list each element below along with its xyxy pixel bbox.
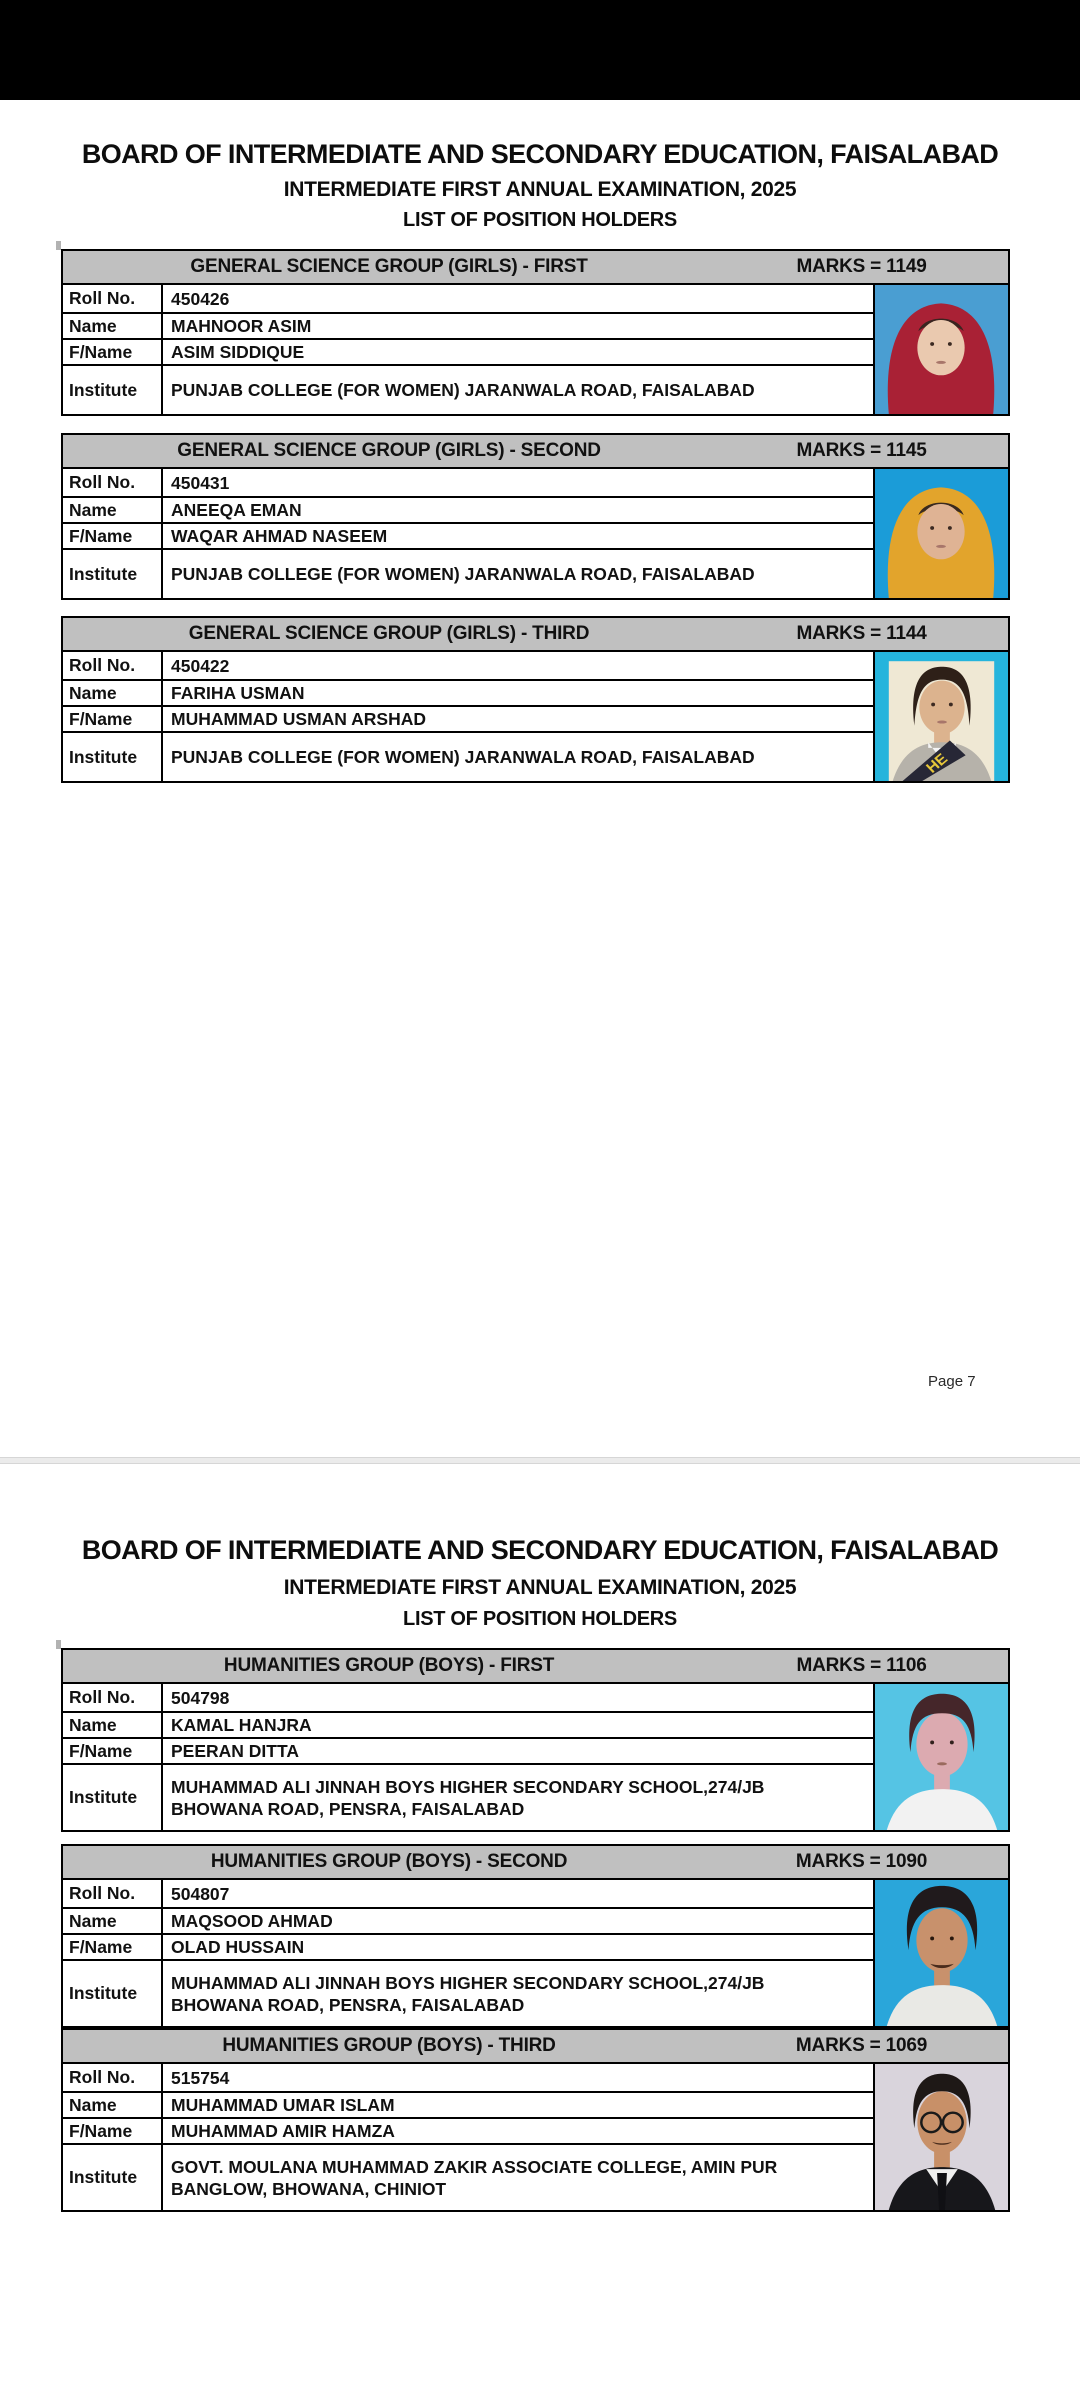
name-value: KAMAL HANJRA <box>171 1715 312 1735</box>
row-label-roll: Roll No. <box>63 285 163 312</box>
page-number: Page 7 <box>928 1373 976 1390</box>
row-label-roll: Roll No. <box>63 652 163 679</box>
board-title: BOARD OF INTERMEDIATE AND SECONDARY EDUCATION, FAISALABAD <box>81 139 999 169</box>
position-table <box>61 1648 1010 1832</box>
row-label-name: Name <box>63 681 163 705</box>
row-label-roll: Roll No. <box>63 1880 163 1907</box>
name-value: ANEEQA EMAN <box>171 500 302 520</box>
table-header <box>63 2030 1008 2064</box>
exam-subtitle: INTERMEDIATE FIRST ANNUAL EXAMINATION, 2025 <box>283 1576 797 1599</box>
roll-no-value: 504807 <box>171 1883 230 1904</box>
name-value: MAHNOOR ASIM <box>171 316 312 336</box>
group-title: GENERAL SCIENCE GROUP (GIRLS) - THIRD <box>188 623 590 644</box>
group-title: GENERAL SCIENCE GROUP (GIRLS) - SECOND <box>177 440 601 461</box>
list-title: LIST OF POSITION HOLDERS <box>403 209 677 231</box>
student-photo <box>873 1880 1008 2026</box>
row-label-roll: Roll No. <box>63 469 163 496</box>
student-photo-boy <box>875 1684 1008 1830</box>
father-name-value: OLAD HUSSAIN <box>171 1937 305 1957</box>
name-value: MUHAMMAD UMAR ISLAM <box>171 2095 395 2115</box>
institute-value: PUNJAB COLLEGE (FOR WOMEN) JARANWALA ROAD, FAISALABAD <box>171 380 755 400</box>
position-table <box>61 616 1010 783</box>
row-label-roll: Roll No. <box>63 2064 163 2091</box>
institute-value: MUHAMMAD ALI JINNAH BOYS HIGHER SECONDARY SCHOOL,274/JB BHOWANA ROAD, PENSRA, FAISALABAD <box>171 1972 765 2015</box>
row-label-fname: F/Name <box>63 340 163 364</box>
father-name-value: MUHAMMAD USMAN ARSHAD <box>171 709 427 729</box>
roll-no-value: 504798 <box>171 1687 230 1708</box>
row-label-roll: Roll No. <box>63 1684 163 1711</box>
row-label-name: Name <box>63 1909 163 1933</box>
father-name-value: ASIM SIDDIQUE <box>171 342 305 362</box>
institute-value: PUNJAB COLLEGE (FOR WOMEN) JARANWALA ROAD, FAISALABAD <box>171 564 755 584</box>
group-title: GENERAL SCIENCE GROUP (GIRLS) - FIRST <box>190 256 588 277</box>
student-photo <box>873 285 1008 414</box>
row-label-institute: Institute <box>63 550 163 598</box>
table-header <box>63 251 1008 285</box>
exam-subtitle: INTERMEDIATE FIRST ANNUAL EXAMINATION, 2025 <box>283 178 797 201</box>
position-table <box>61 2028 1010 2212</box>
marks-label: MARKS = 1149 <box>796 256 927 277</box>
top-black-bar <box>0 0 1080 100</box>
father-name-value: WAQAR AHMAD NASEEM <box>171 526 388 546</box>
position-table <box>61 1844 1010 2028</box>
student-photo-girl-uniform <box>875 652 1008 781</box>
row-label-institute: Institute <box>63 366 163 414</box>
roll-no-value: 450426 <box>171 288 230 309</box>
student-photo <box>873 469 1008 598</box>
group-title: HUMANITIES GROUP (BOYS) - FIRST <box>223 1655 555 1676</box>
row-label-fname: F/Name <box>63 707 163 731</box>
row-label-name: Name <box>63 314 163 338</box>
institute-value: MUHAMMAD ALI JINNAH BOYS HIGHER SECONDARY SCHOOL,274/JB BHOWANA ROAD, PENSRA, FAISALABAD <box>171 1776 765 1819</box>
institute-value: GOVT. MOULANA MUHAMMAD ZAKIR ASSOCIATE COLLEGE, AMIN PUR BANGLOW, BHOWANA, CHINIOT <box>171 2156 778 2199</box>
row-label-institute: Institute <box>63 1961 163 2026</box>
student-photo-boy <box>875 1880 1008 2026</box>
row-label-name: Name <box>63 1713 163 1737</box>
row-label-fname: F/Name <box>63 1935 163 1959</box>
table-header <box>63 435 1008 469</box>
name-value: MAQSOOD AHMAD <box>171 1911 333 1931</box>
roll-no-value: 515754 <box>171 2067 230 2088</box>
row-label-institute: Institute <box>63 733 163 781</box>
group-title: HUMANITIES GROUP (BOYS) - SECOND <box>210 1851 568 1872</box>
board-title: BOARD OF INTERMEDIATE AND SECONDARY EDUCATION, FAISALABAD <box>81 1535 999 1565</box>
marks-label: MARKS = 1069 <box>795 2035 928 2056</box>
marks-label: MARKS = 1106 <box>796 1655 927 1676</box>
name-value: FARIHA USMAN <box>171 683 305 703</box>
row-label-institute: Institute <box>63 2145 163 2210</box>
roll-no-value: 450431 <box>171 472 230 493</box>
row-label-institute: Institute <box>63 1765 163 1830</box>
student-photo <box>873 1684 1008 1830</box>
roll-no-value: 450422 <box>171 655 230 676</box>
student-photo <box>873 2064 1008 2210</box>
row-label-fname: F/Name <box>63 2119 163 2143</box>
institute-value: PUNJAB COLLEGE (FOR WOMEN) JARANWALA ROAD, FAISALABAD <box>171 747 755 767</box>
row-label-name: Name <box>63 498 163 522</box>
father-name-value: PEERAN DITTA <box>171 1741 300 1761</box>
row-label-fname: F/Name <box>63 1739 163 1763</box>
svg-text:HE: HE <box>923 750 952 777</box>
table-header <box>63 618 1008 652</box>
list-title: LIST OF POSITION HOLDERS <box>403 1608 677 1630</box>
marks-label: MARKS = 1145 <box>796 440 927 461</box>
table-header <box>63 1650 1008 1684</box>
student-photo-boy-suit-glasses <box>875 2064 1008 2210</box>
row-label-fname: F/Name <box>63 524 163 548</box>
row-label-name: Name <box>63 2093 163 2117</box>
table-header <box>63 1846 1008 1880</box>
position-table <box>61 433 1010 600</box>
marks-label: MARKS = 1090 <box>795 1851 928 1872</box>
position-table <box>61 249 1010 416</box>
page-divider <box>0 1457 1080 1464</box>
student-photo-girl-scarf <box>875 285 1008 414</box>
father-name-value: MUHAMMAD AMIR HAMZA <box>171 2121 395 2141</box>
marks-label: MARKS = 1144 <box>796 623 927 644</box>
student-photo <box>873 652 1008 781</box>
student-photo-girl-scarf <box>875 469 1008 598</box>
group-title: HUMANITIES GROUP (BOYS) - THIRD <box>222 2035 556 2056</box>
